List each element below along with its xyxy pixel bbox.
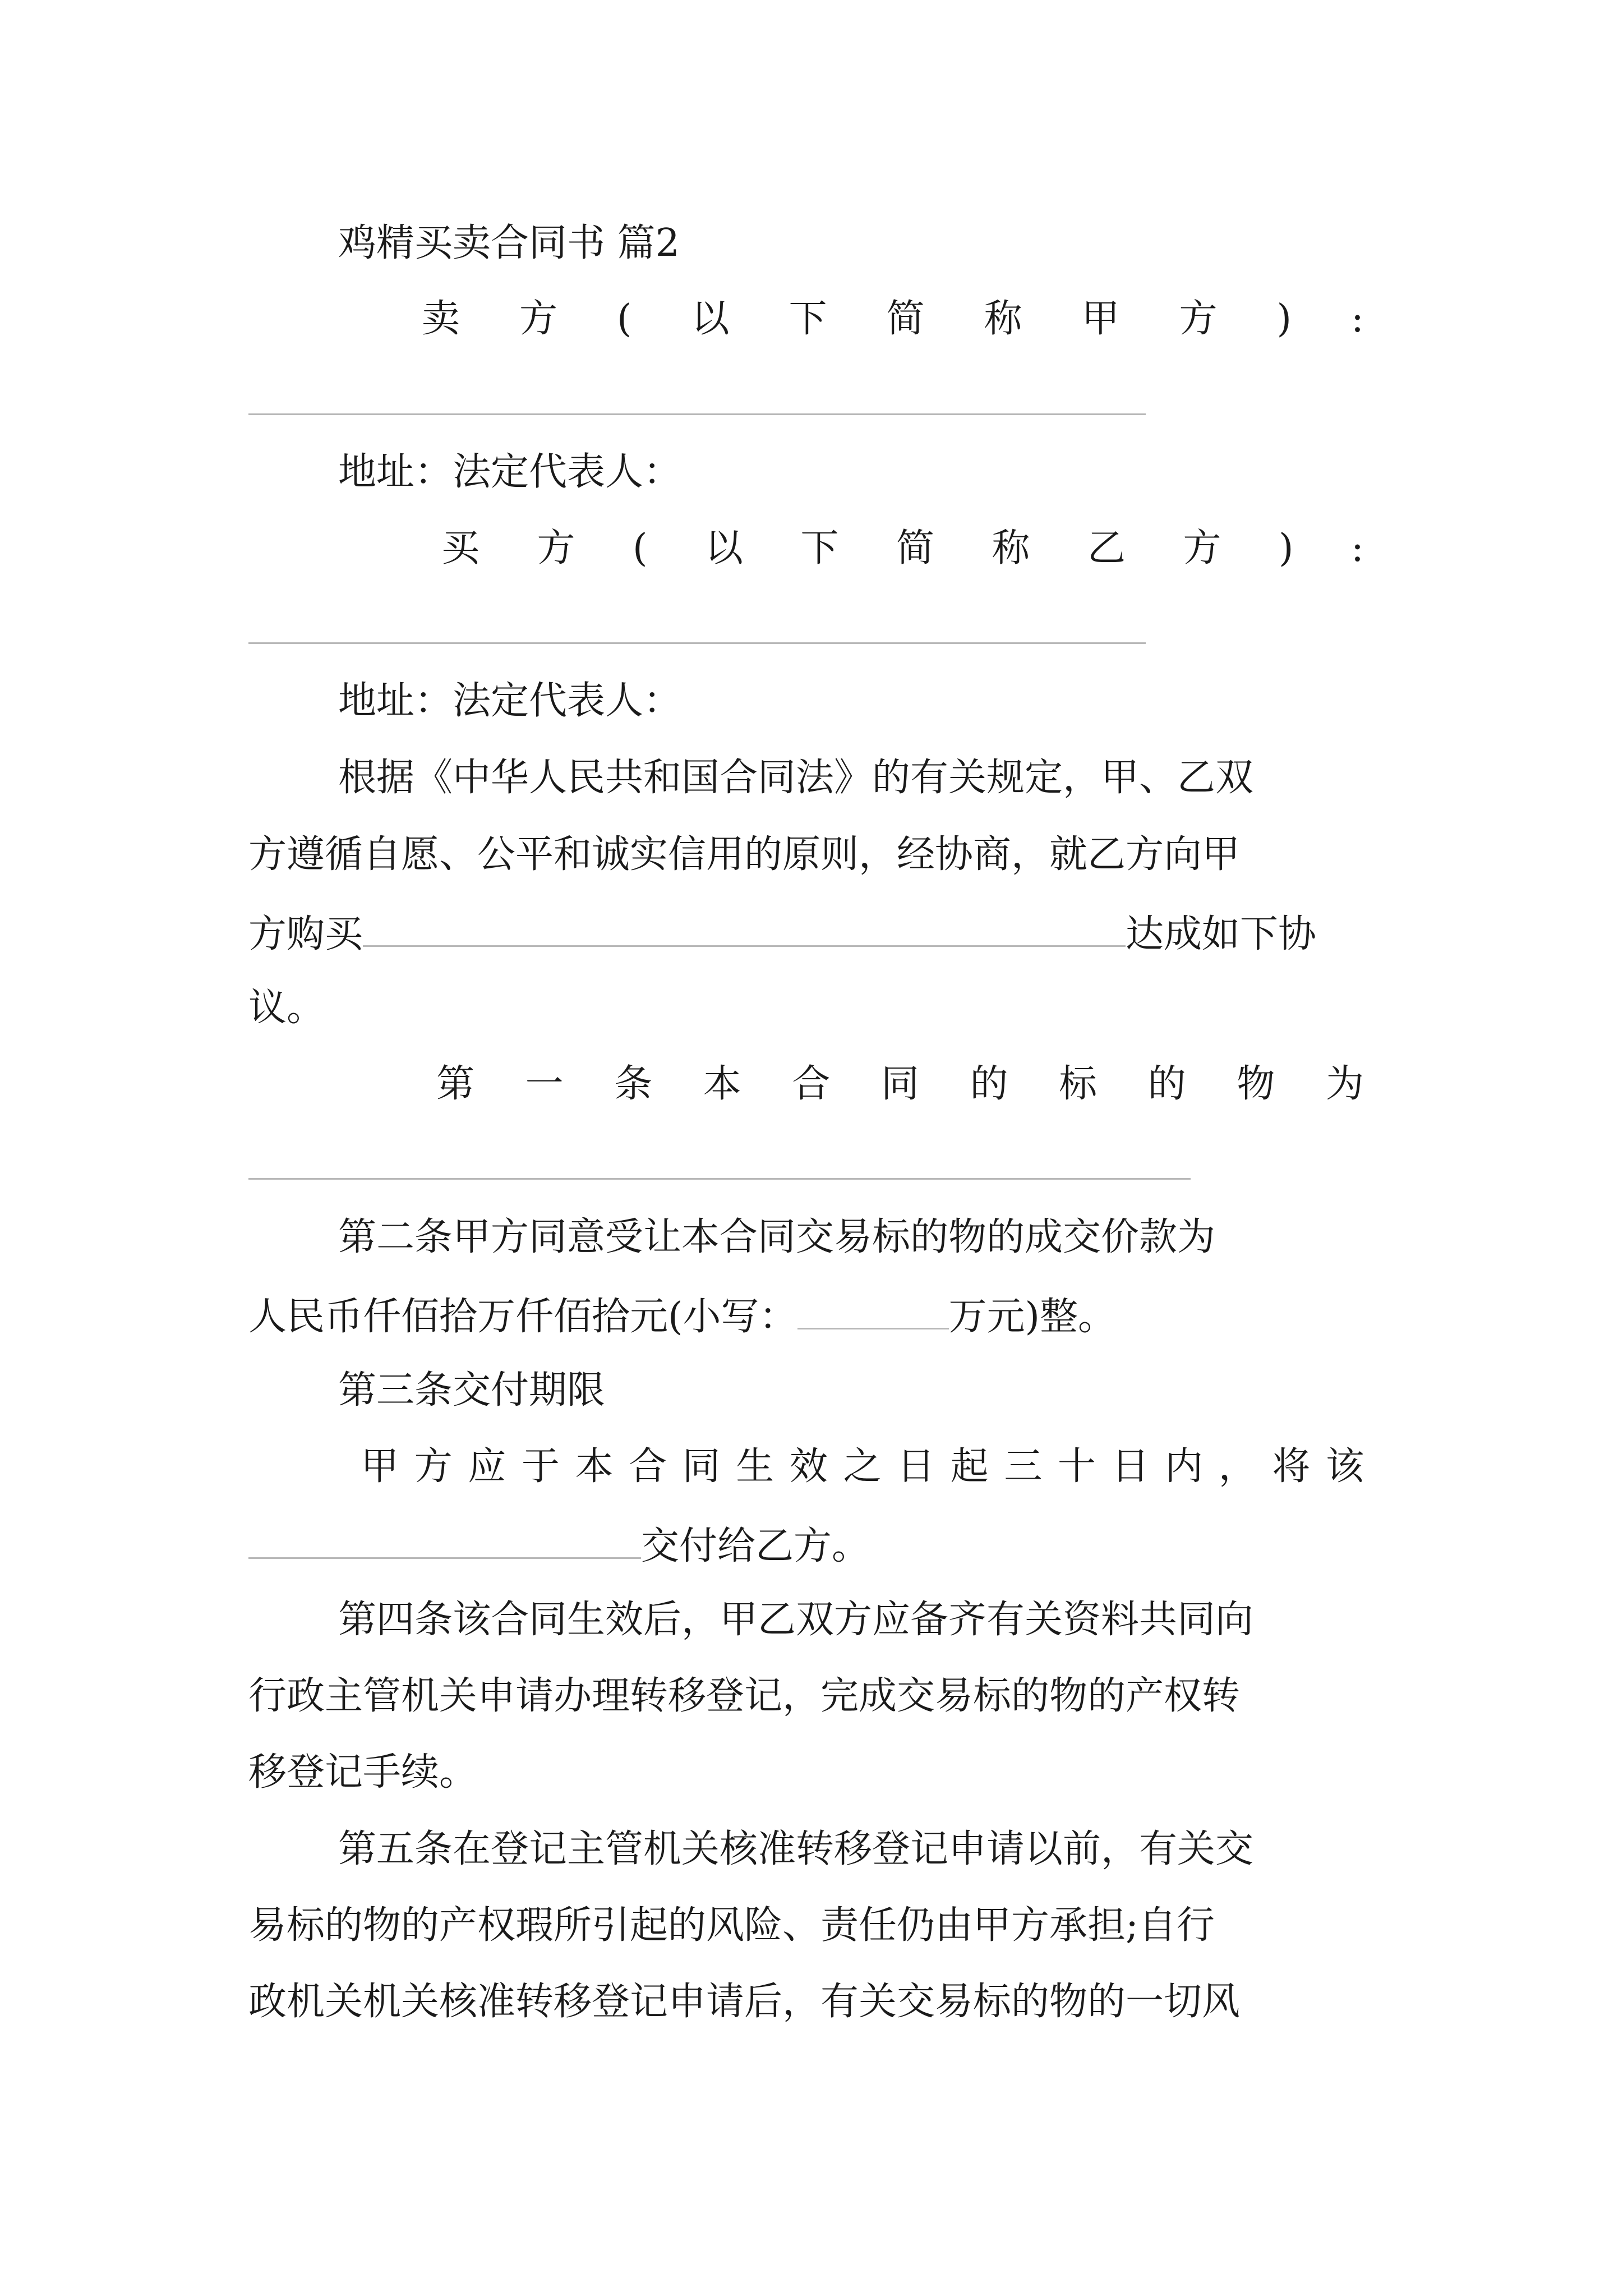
article-2-line-2-end: 万元)整。	[948, 1295, 1117, 1339]
intro-line-3	[248, 913, 1316, 954]
spread-char: 的	[1147, 1062, 1186, 1106]
spread-char: :	[1351, 297, 1364, 341]
article-4-line-2: 行政主管机关申请办理转移登记，完成交易标的物的产权转	[248, 1674, 1241, 1718]
seller-address-line: 地址：法定代表人：	[338, 450, 682, 494]
spread-char: 于	[521, 1444, 560, 1489]
seller-name-blank	[248, 413, 1146, 415]
article-5-line-2: 易标的物的产权瑕所引起的风险、责任仍由甲方承担;自行	[248, 1903, 1215, 1948]
spread-char: 以	[705, 526, 744, 570]
spread-char: 买	[441, 526, 480, 570]
spread-char: (	[617, 297, 632, 341]
seller-line	[422, 297, 1364, 341]
spread-char: 同	[880, 1062, 919, 1106]
article-2-line-2-start: 人民币仟佰拾万仟佰拾元(小写：	[248, 1295, 797, 1339]
spread-char: 效	[789, 1444, 828, 1489]
article-5-line-1: 第五条在登记主管机关核准转移登记申请以前，有关交	[338, 1827, 1254, 1871]
spread-char: 下	[800, 526, 839, 570]
intro-line-3-end: 达成如下协	[1126, 912, 1317, 956]
spread-char: 标	[1059, 1062, 1098, 1106]
amount-blank	[797, 1295, 949, 1329]
spread-char: 方	[1183, 526, 1221, 570]
intro-line-2: 方遵循自愿、公平和诚实信用的原则，经协商，就乙方向甲	[248, 832, 1241, 877]
spread-char: 物	[1237, 1062, 1275, 1106]
article-3-line-2	[248, 1525, 870, 1566]
spread-char: 以	[691, 297, 730, 341]
spread-char: 简	[896, 526, 935, 570]
spread-char: 本	[575, 1444, 614, 1489]
spread-char: ，	[1218, 1444, 1257, 1489]
spread-char: 内	[1165, 1444, 1204, 1489]
spread-char: 的	[970, 1062, 1008, 1106]
article-3-line-1	[361, 1444, 1364, 1489]
spread-char: 卖	[422, 297, 460, 341]
delivery-item-blank	[248, 1525, 641, 1559]
spread-char: 方	[519, 297, 558, 341]
article-1-line	[436, 1062, 1364, 1106]
article-2-line-1: 第二条甲方同意受让本合同交易标的物的成交价款为	[338, 1215, 1216, 1259]
spread-char: 起	[950, 1444, 989, 1489]
article-4-line-3: 移登记手续。	[248, 1750, 478, 1795]
spread-char: 为	[1325, 1062, 1364, 1106]
intro-line-4: 议。	[248, 986, 325, 1030]
purchase-item-blank	[363, 913, 1126, 947]
spread-char: 日	[1111, 1444, 1150, 1489]
spread-char: 称	[984, 297, 1022, 341]
buyer-address-line: 地址：法定代表人：	[338, 679, 682, 723]
article-4-line-1: 第四条该合同生效后，甲乙双方应备齐有关资料共同向	[338, 1598, 1254, 1642]
spread-char: 第	[436, 1062, 475, 1106]
spread-char: 下	[789, 297, 827, 341]
spread-char: 三	[1004, 1444, 1043, 1489]
spread-char: 方	[537, 526, 575, 570]
spread-char: 条	[614, 1062, 653, 1106]
intro-line-3-start: 方购买	[248, 912, 363, 956]
article-1-subject-blank	[248, 1178, 1191, 1180]
spread-char: 同	[682, 1444, 721, 1489]
spread-char: 称	[992, 526, 1030, 570]
spread-char: 合	[792, 1062, 831, 1106]
spread-char: 甲	[361, 1444, 399, 1489]
spread-char: 一	[525, 1062, 564, 1106]
article-3-line-2-text: 交付给乙方。	[641, 1524, 870, 1568]
spread-char: )	[1276, 297, 1292, 341]
spread-char: 十	[1057, 1444, 1096, 1489]
spread-char: 甲	[1081, 297, 1120, 341]
spread-char: 方	[414, 1444, 453, 1489]
spread-char: 之	[843, 1444, 882, 1489]
spread-char: 乙	[1087, 526, 1126, 570]
buyer-name-blank	[248, 642, 1146, 644]
spread-char: 合	[629, 1444, 667, 1489]
article-5-line-3: 政机关机关核准转移登记申请后，有关交易标的物的一切风	[248, 1980, 1241, 2024]
spread-char: 应	[468, 1444, 506, 1489]
spread-char: 日	[897, 1444, 935, 1489]
spread-char: 将	[1272, 1444, 1311, 1489]
spread-char: :	[1351, 526, 1364, 570]
buyer-line	[441, 526, 1364, 570]
spread-char: 本	[703, 1062, 741, 1106]
spread-char: 生	[736, 1444, 774, 1489]
document-title: 鸡精买卖合同书 篇2	[338, 221, 680, 265]
article-2-line-2	[248, 1295, 1117, 1339]
intro-line-1: 根据《中华人民共和国合同法》的有关规定，甲、乙双	[338, 756, 1254, 800]
spread-char: 简	[886, 297, 925, 341]
article-3-title: 第三条交付期限	[338, 1368, 606, 1412]
spread-char: (	[633, 526, 648, 570]
spread-char: )	[1279, 526, 1294, 570]
spread-char: 该	[1325, 1444, 1364, 1489]
spread-char: 方	[1179, 297, 1218, 341]
